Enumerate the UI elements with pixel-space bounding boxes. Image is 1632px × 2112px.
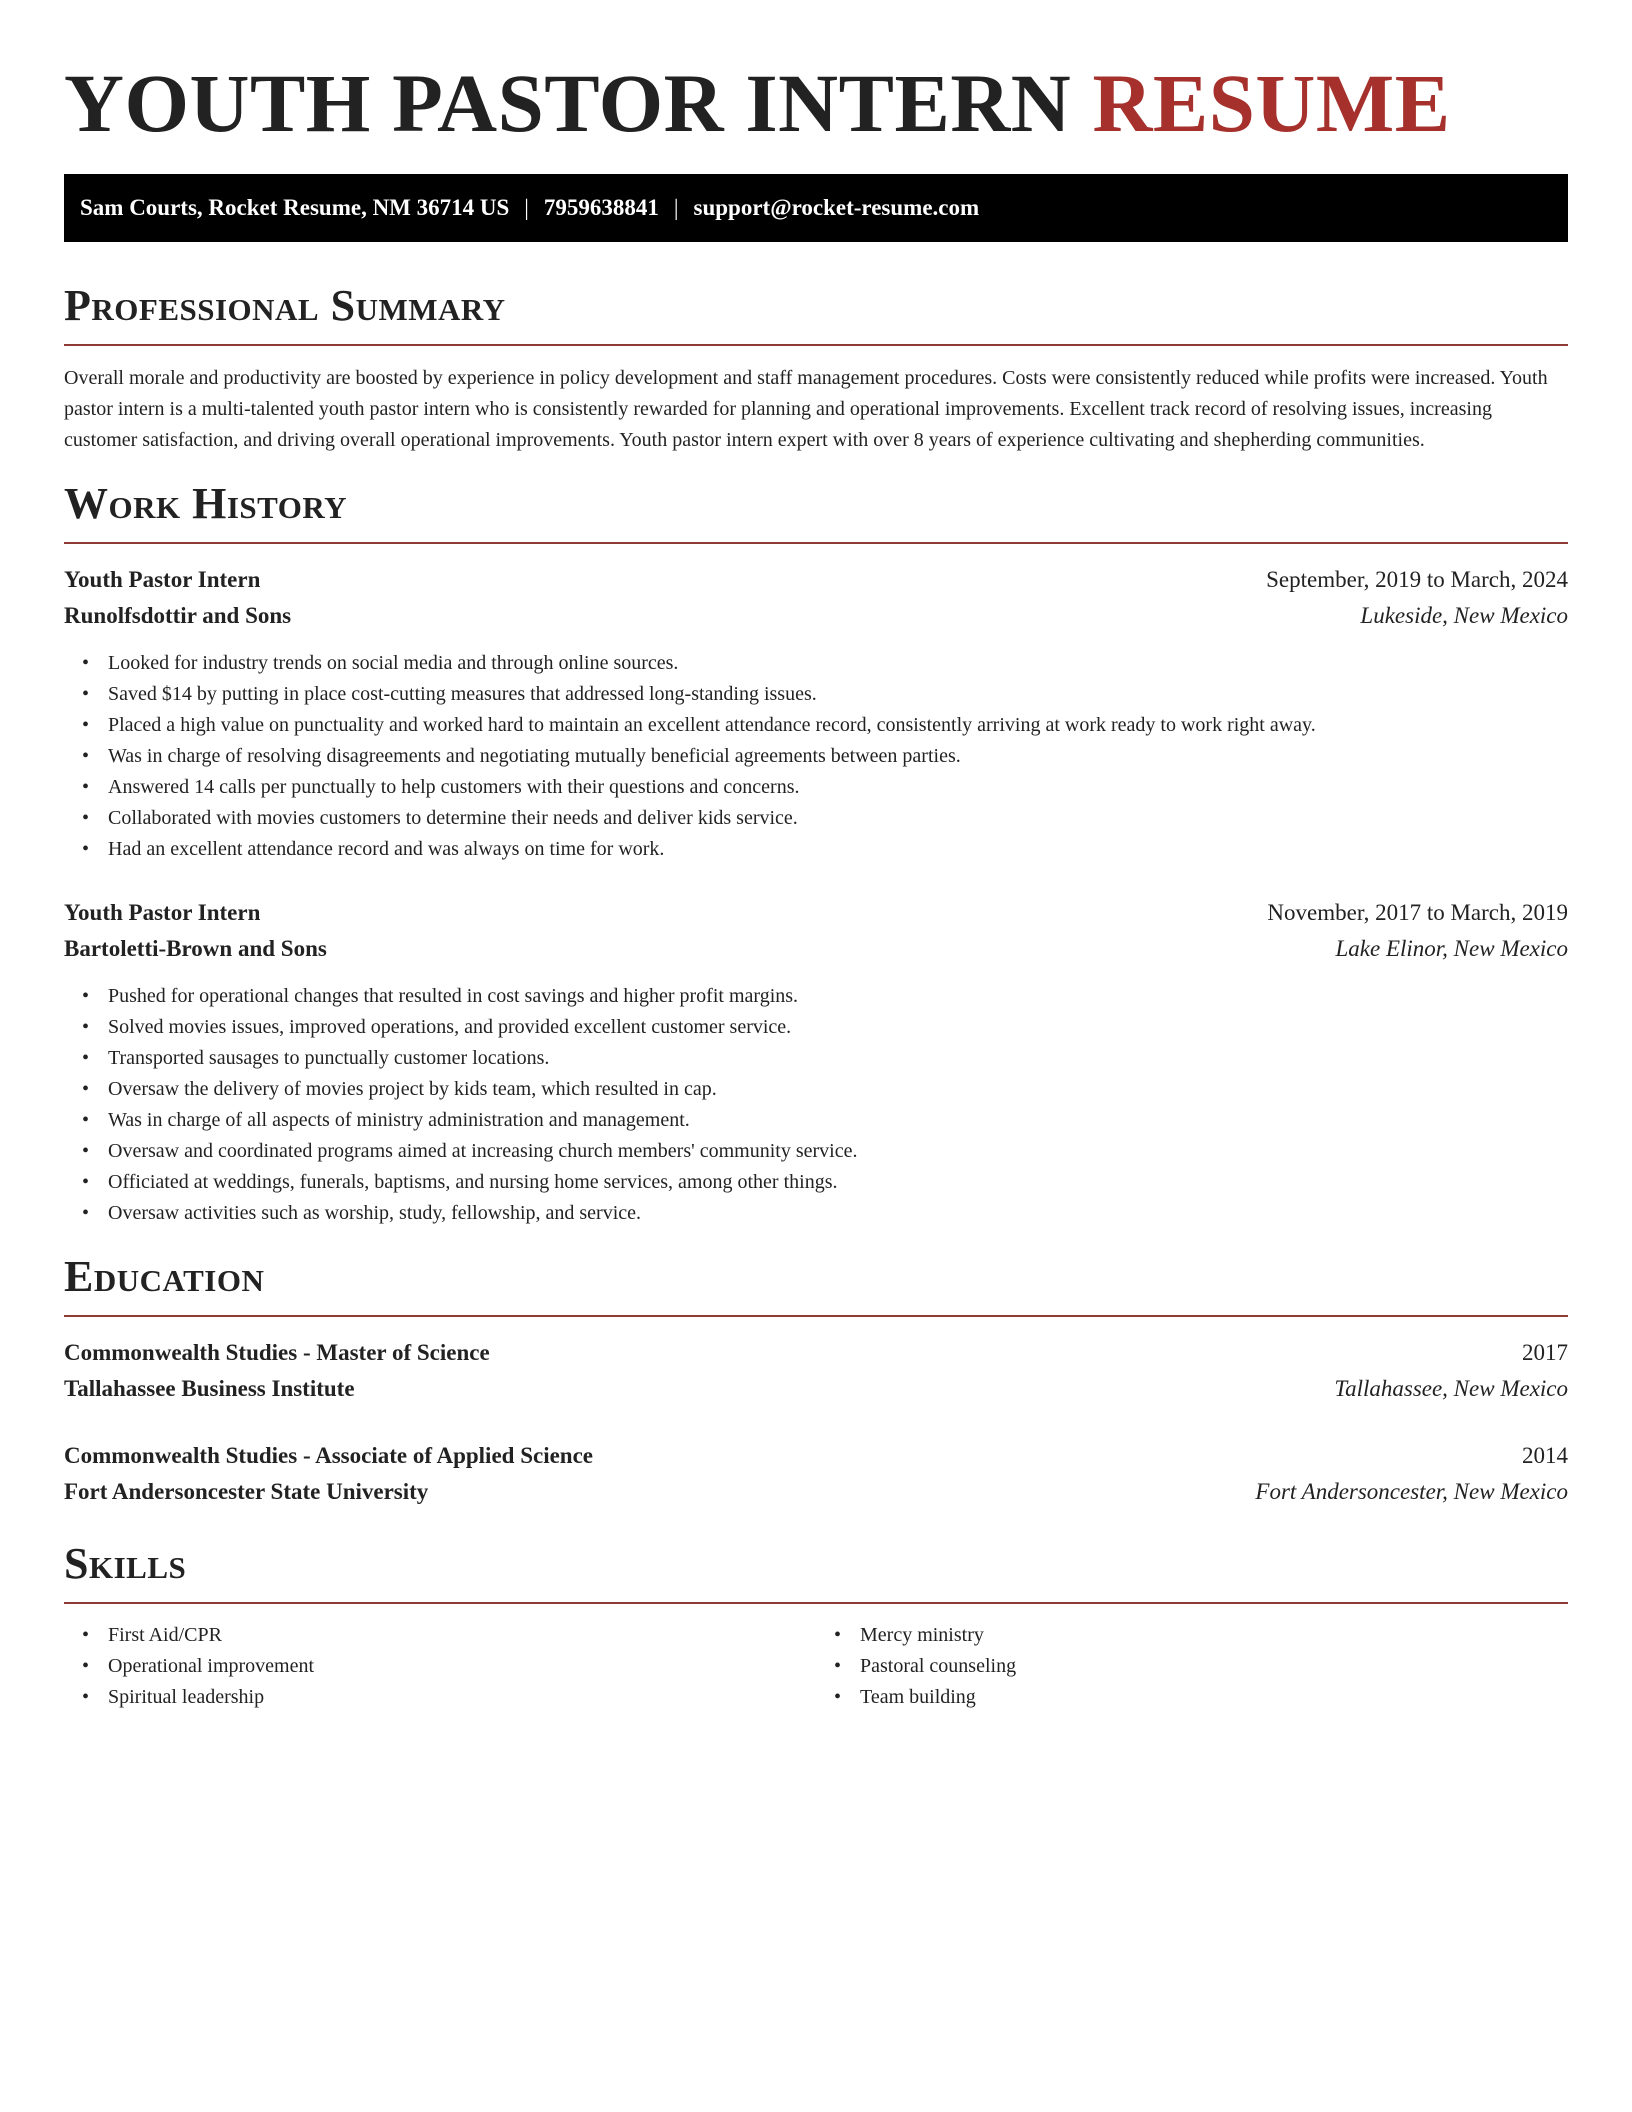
job-dates: November, 2017 to March, 2019	[1267, 900, 1568, 925]
job-duty: • Saved $14 by putting in place cost-cutting measures that addressed long-standing issues.	[108, 679, 1568, 710]
job-duty: • Oversaw the delivery of movies project by kids team, which resulted in cap.	[108, 1074, 1568, 1105]
skills-list-right	[816, 1620, 1568, 1713]
skill-item: • Pastoral counseling	[860, 1651, 1568, 1682]
skill-item: • Mercy ministry	[860, 1620, 1568, 1651]
job-entry	[64, 562, 1568, 865]
education-location: Fort Andersoncester, New Mexico	[1255, 1479, 1568, 1504]
skill-item: • Operational improvement	[108, 1651, 816, 1682]
job-duty: • Had an excellent attendance record and was always on time for work.	[108, 834, 1568, 865]
job-duties-list	[64, 981, 1568, 1229]
job-company: Bartoletti-Brown and Sons	[64, 936, 327, 961]
education-degree: Commonwealth Studies - Master of Science	[64, 1340, 490, 1365]
skills-list-left	[64, 1620, 816, 1713]
job-company: Runolfsdottir and Sons	[64, 603, 292, 628]
education-school-row	[64, 1474, 1568, 1510]
job-duty: • Pushed for operational changes that resulted in cost savings and higher profit margins.	[108, 981, 1568, 1012]
job-entry	[64, 895, 1568, 1229]
job-duty: • Officiated at weddings, funerals, baptisms, and nursing home services, among other things.	[108, 1167, 1568, 1198]
job-dates: September, 2019 to March, 2024	[1266, 567, 1568, 592]
contact-email: support@rocket-resume.com	[693, 195, 980, 220]
summary-text: Overall morale and productivity are boosted by experience in policy development and staff management procedures. Costs were consistently reduced while profits were increased. Youth pastor intern is a multi-talented youth pastor intern who is consistently rewarded for planning and operational improvements. Excellent track record of resolving issues, increasing customer satisfaction, and driving overall operational improvements. Youth pastor intern expert with over 8 years of experience cultivating and shepherding communities.	[64, 367, 1548, 451]
contact-bar	[64, 174, 1568, 242]
skill-item: • Team building	[860, 1682, 1568, 1713]
job-company-row	[64, 931, 1568, 967]
job-title: Youth Pastor Intern	[64, 567, 261, 592]
skill-item: • Spiritual leadership	[108, 1682, 816, 1713]
summary-heading: Professional Summary	[64, 281, 506, 330]
job-duty: • Looked for industry trends on social media and through online sources.	[108, 648, 1568, 679]
job-duty: • Oversaw activities such as worship, study, fellowship, and service.	[108, 1198, 1568, 1229]
job-duty: • Was in charge of resolving disagreements and negotiating mutually beneficial agreements between parties.	[108, 741, 1568, 772]
title-accent: RESUME	[1092, 57, 1451, 149]
education-location: Tallahassee, New Mexico	[1334, 1376, 1568, 1401]
education-year: 2017	[1522, 1340, 1568, 1365]
job-location: Lake Elinor, New Mexico	[1335, 936, 1568, 961]
summary-section	[64, 280, 1568, 456]
skills-heading: Skills	[64, 1539, 187, 1588]
skills-section	[64, 1538, 1568, 1713]
job-title: Youth Pastor Intern	[64, 900, 261, 925]
work-history-section	[64, 478, 1568, 1229]
education-heading: Education	[64, 1252, 265, 1301]
job-company-row	[64, 598, 1568, 634]
section-divider	[64, 1602, 1568, 1604]
contact-phone: 7959638841	[543, 195, 659, 220]
contact-separator: |	[524, 195, 529, 220]
education-entry	[64, 1335, 1568, 1407]
education-school: Tallahassee Business Institute	[64, 1376, 355, 1401]
skill-item: • First Aid/CPR	[108, 1620, 816, 1651]
education-section	[64, 1251, 1568, 1510]
job-duties-list	[64, 648, 1568, 865]
contact-address: Sam Courts, Rocket Resume, NM 36714 US	[80, 195, 510, 220]
education-degree-row	[64, 1438, 1568, 1474]
section-divider	[64, 542, 1568, 544]
education-school: Fort Andersoncester State University	[64, 1479, 429, 1504]
job-duty: • Collaborated with movies customers to determine their needs and deliver kids service.	[108, 803, 1568, 834]
education-degree-row	[64, 1335, 1568, 1371]
job-duty: • Was in charge of all aspects of ministry administration and management.	[108, 1105, 1568, 1136]
education-school-row	[64, 1371, 1568, 1407]
job-duty: • Solved movies issues, improved operations, and provided excellent customer service.	[108, 1012, 1568, 1043]
job-title-row	[64, 562, 1568, 598]
contact-separator: |	[673, 195, 679, 220]
job-duty: • Transported sausages to punctually customer locations.	[108, 1043, 1568, 1074]
job-duty: • Answered 14 calls per punctually to help customers with their questions and concerns.	[108, 772, 1568, 803]
education-entry	[64, 1438, 1568, 1510]
section-divider	[64, 1315, 1568, 1317]
job-location: Lukeside, New Mexico	[1360, 603, 1568, 628]
work-history-heading: Work History	[64, 479, 348, 528]
skills-grid	[64, 1620, 1568, 1713]
job-duty: • Placed a high value on punctuality and worked hard to maintain an excellent attendance record, consistently arriving at work ready to work right away.	[108, 710, 1568, 741]
job-duty: • Oversaw and coordinated programs aimed at increasing church members' community service.	[108, 1136, 1568, 1167]
resume-title	[64, 56, 1568, 150]
education-degree: Commonwealth Studies - Associate of Applied Science	[64, 1443, 593, 1468]
education-year: 2014	[1522, 1443, 1568, 1468]
title-main: YOUTH PASTOR INTERN	[64, 57, 1072, 149]
job-title-row	[64, 895, 1568, 931]
section-divider	[64, 344, 1568, 346]
